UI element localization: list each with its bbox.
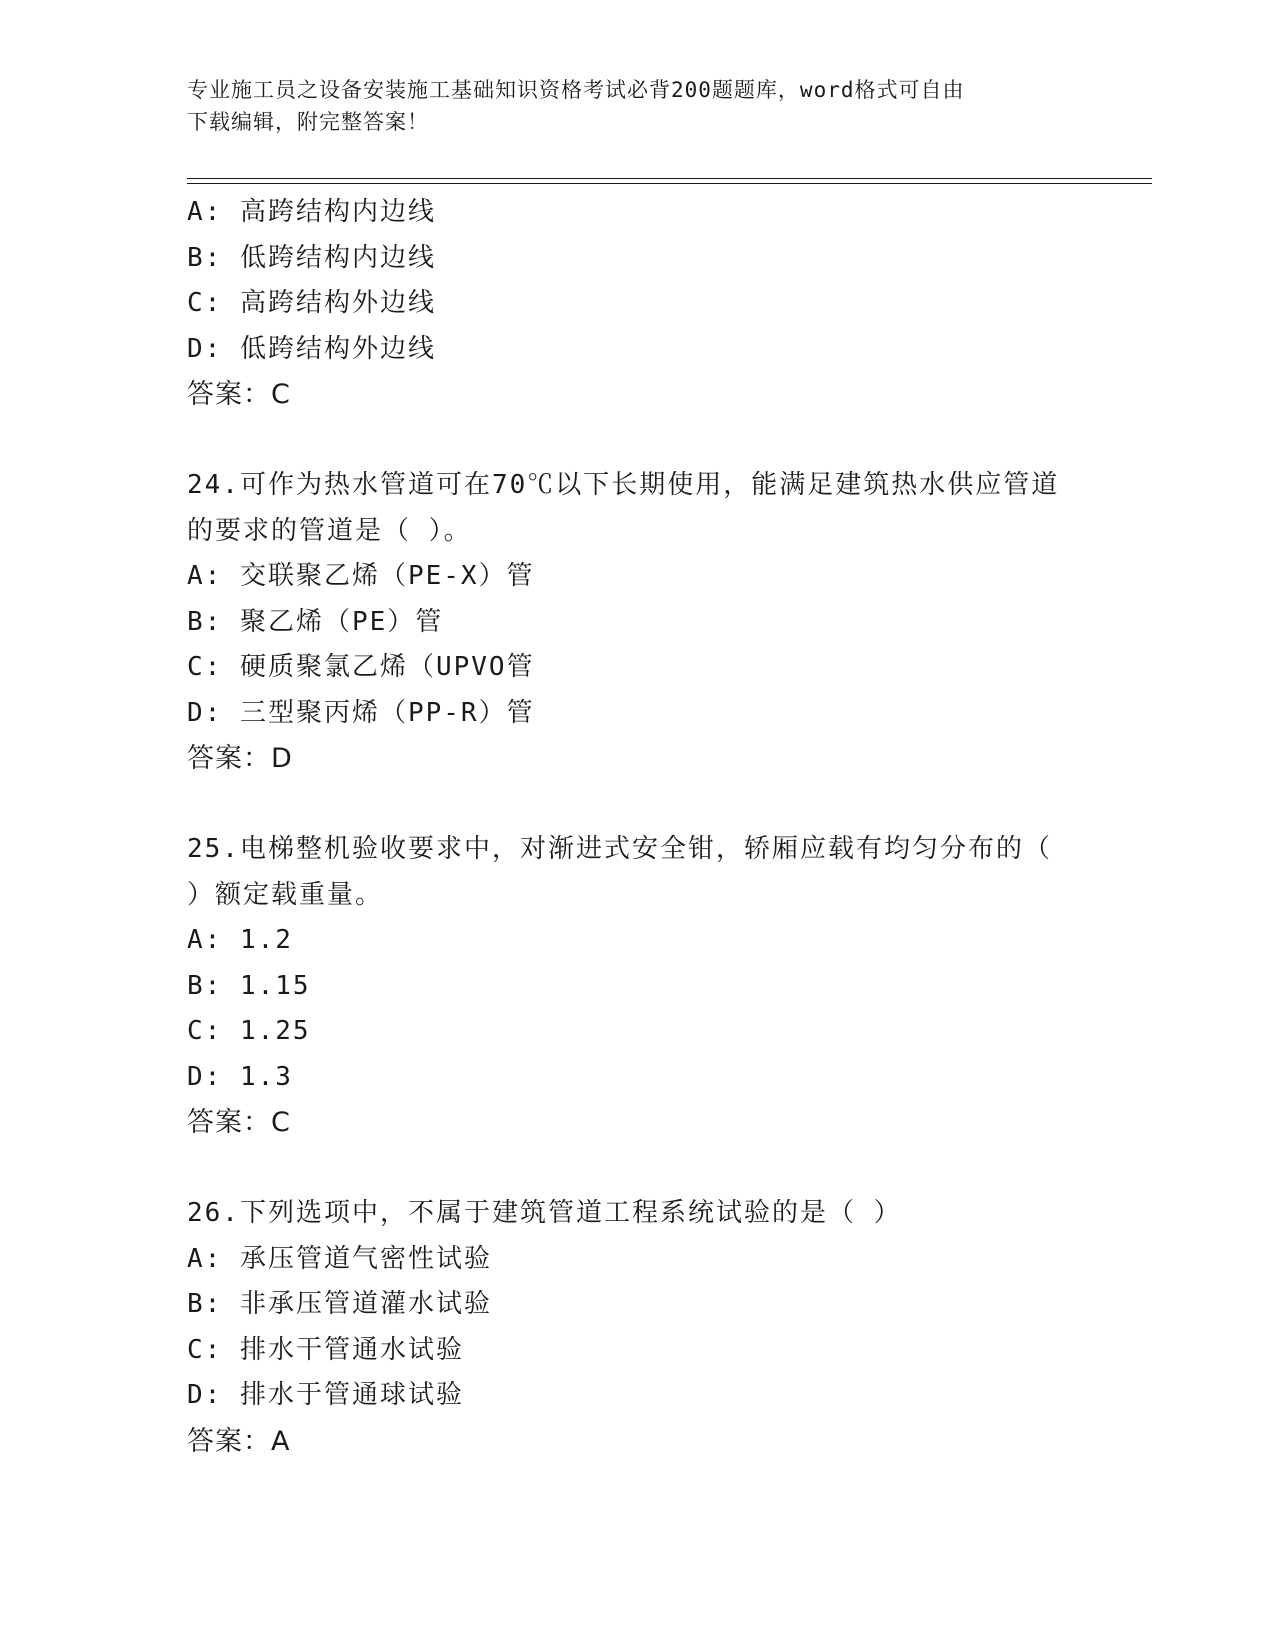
option-c: C: 1.25 [187, 1016, 311, 1046]
option-c: C: 排水干管通水试验 [187, 1334, 464, 1365]
option-d: D: 低跨结构外边线 [187, 333, 436, 364]
answer-line: 答案：A [187, 1425, 291, 1457]
option-d: D: 排水于管通球试验 [187, 1380, 464, 1410]
question-26 [187, 1191, 1087, 1464]
option-a: A: 交联聚乙烯（PE-X）管 [187, 561, 535, 591]
spacer [187, 1146, 1087, 1192]
header-divider-top [187, 178, 1152, 179]
answer-line: 答案：C [187, 379, 291, 410]
question-24 [187, 463, 1087, 782]
answer-line: 答案：D [187, 743, 293, 774]
option-d: D: 三型聚丙烯（PP-R）管 [187, 697, 535, 728]
option-a: A: 高跨结构内边线 [187, 197, 436, 227]
previous-question-block [187, 190, 1087, 418]
option-c: C: 硬质聚氯乙烯（UPVO管 [187, 652, 535, 682]
document-header [187, 74, 1087, 138]
option-b: B: 1.15 [187, 970, 311, 1001]
spacer [187, 418, 1087, 464]
option-b: B: 低跨结构内边线 [187, 242, 436, 273]
question-25 [187, 827, 1087, 1146]
question-content [187, 190, 1087, 1464]
question-stem-line-1: 24.可作为热水管道可在70℃以下长期使用，能满足建筑热水供应管道 [187, 470, 1060, 500]
question-stem-line-2: ）额定载重量。 [187, 879, 384, 910]
option-a: A: 1.2 [187, 925, 293, 955]
question-stem-line-2: 的要求的管道是（ ）。 [187, 515, 472, 546]
header-line-1: 专业施工员之设备安装施工基础知识资格考试必背200题题库，word格式可自由 [187, 78, 965, 102]
option-b: B: 非承压管道灌水试验 [187, 1289, 492, 1319]
answer-line: 答案：C [187, 1107, 291, 1138]
header-divider-bottom [187, 183, 1152, 184]
option-c: C: 高跨结构外边线 [187, 288, 436, 318]
header-line-2: 下载编辑，附完整答案！ [187, 110, 429, 134]
spacer [187, 782, 1087, 828]
option-d: D: 1.3 [187, 1061, 293, 1092]
question-stem-line-1: 26.下列选项中，不属于建筑管道工程系统试验的是（ ） [187, 1198, 902, 1228]
question-stem-line-1: 25.电梯整机验收要求中，对渐进式安全钳，轿厢应载有均匀分布的（ [187, 834, 1052, 864]
option-a: A: 承压管道气密性试验 [187, 1243, 492, 1274]
option-b: B: 聚乙烯（PE）管 [187, 606, 444, 637]
